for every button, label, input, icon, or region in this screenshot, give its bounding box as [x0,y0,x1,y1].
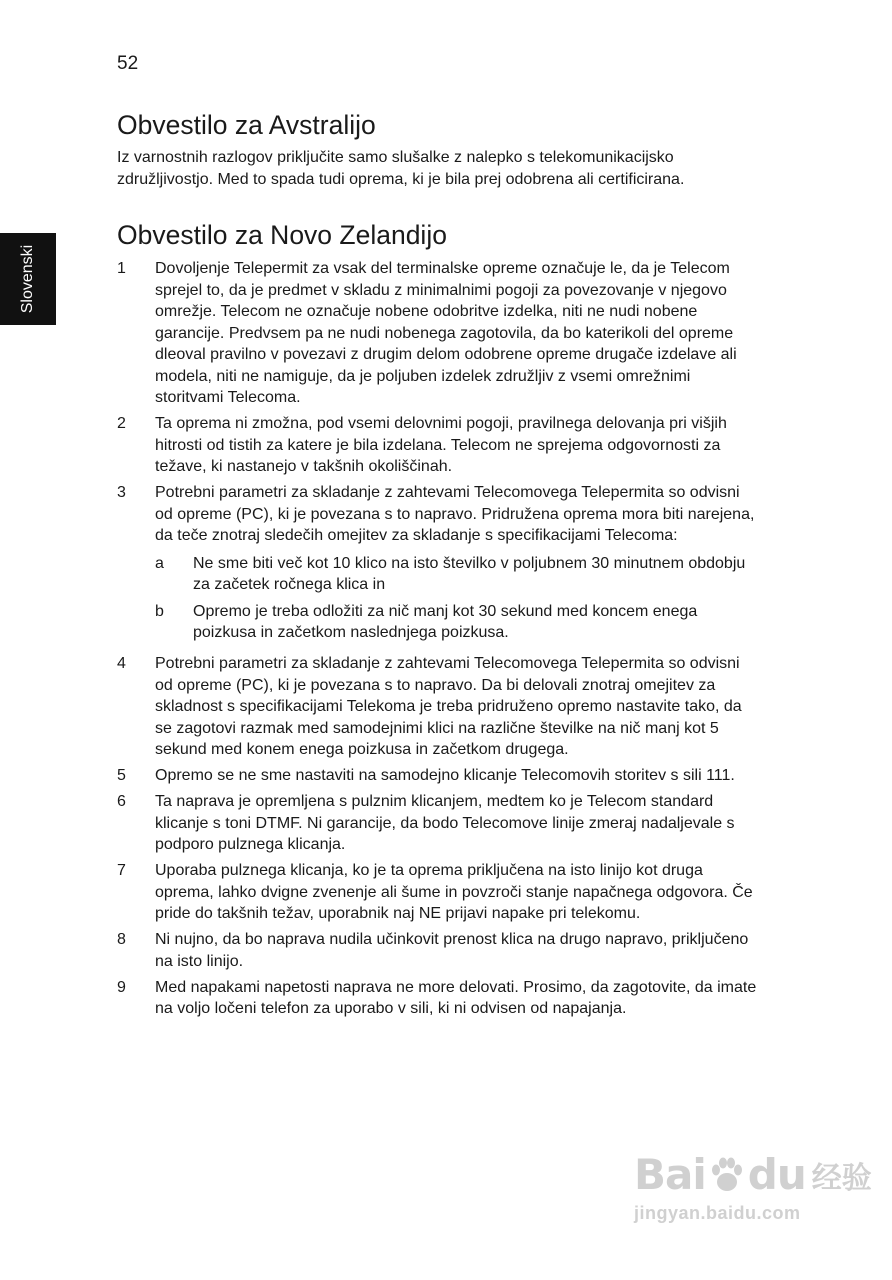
page-number: 52 [117,53,139,74]
list-item-text: Ta naprava je opremljena s pulznim klicanjem, medtem ko je Telecom standard klicanje s toni DTMF. Ni garancije, da bodo Telecomove linije zmeraj nadaljevale s podporo pulznega klicanja. [155,793,735,853]
sub-list-item [155,601,757,644]
language-side-tab [0,233,56,325]
list-item-number: 7 [117,862,126,879]
list-item [117,860,757,925]
list-item [117,765,757,787]
list-item [117,413,757,478]
list-item-number: 5 [117,767,126,784]
list-item-text: Ni nujno, da bo naprava nudila učinkovit prenost klica na drugo napravo, priključeno na isto linijo. [155,931,749,970]
section-australia [117,105,757,190]
list-item-number: 3 [117,484,126,501]
document-content [117,105,757,1024]
watermark-brand-right: du [747,1150,806,1199]
list-item [117,653,757,761]
list-item [117,258,757,409]
list-item-text: Uporaba pulznega klicanja, ko je ta oprema priključena na isto linijo kot druga oprema, lahko dvigne zvenenje ali šume in povzroči stanje napačnega odgovora. Če pride do takšnih težav, uporabnik naj NE prijavi napake pri telekomu. [155,862,753,922]
sub-list-item-text: Opremo je treba odložiti za nič manj kot 30 sekund med koncem enega poizkusa in začetkom naslednjega poizkusa. [193,602,698,641]
baidu-jingyan-watermark [634,1150,872,1224]
sub-list [155,553,757,644]
sub-list-item [155,553,757,596]
watermark-brand-cn: 经验 [811,1160,872,1196]
numbered-list [117,258,757,1020]
sub-list-item-text: Ne sme biti več kot 10 klico na isto številko v poljubnem 30 minutnem obdobju za začetek ročnega klica in [193,554,746,593]
list-item-text: Med napakami napetosti naprava ne more delovati. Prosimo, da zagotovite, da imate na voljo ločeni telefon za uporabo v sili, ki ni odvisen od napajanja. [155,978,757,1017]
list-item [117,791,757,856]
list-item-number: 1 [117,260,126,277]
list-item [117,482,757,649]
list-item-number: 9 [117,978,126,996]
section-heading-australia: Obvestilo za Avstralijo [117,110,376,140]
list-item-text: Dovoljenje Telepermit za vsak del terminalske opreme označuje le, da je Telecom sprejel to, da je predmet v skladu z minimalnimi pogoji za povezovanje v njegovo omrežje. Telecom ne označuje nobene odobritve izdelka, niti ne nudi nobene garancije. Predvsem pa ne nudi nobenega zagotovila, da bo katerikoli del opreme dleoval pravilno v povezavi z drugim delom odobrene opreme drugače izdelave ali modela, niti ne namiguje, da je poljuben izdelek združljiv z vsemi omrežnimi storitvami Telecoma. [155,260,737,406]
list-item-number: 8 [117,931,126,948]
sub-list-item-letter: b [155,602,164,620]
list-item [117,977,757,1020]
watermark-url: jingyan.baidu.com [634,1203,801,1223]
list-item-number: 6 [117,793,126,810]
section-new-zealand [117,215,757,1020]
list-item-number: 4 [117,655,126,672]
sub-list-item-letter: a [155,554,164,572]
list-item [117,929,757,972]
list-item-text: Ta oprema ni zmožna, pod vsemi delovnimi pogoji, pravilnega delovanja pri višjih hitrosti od tistih za katere je bila izdelana. Telecom ne sprejema odgovornosti za težave, ki nastanejo v takšnih okoliščinah. [155,415,727,475]
list-item-number: 2 [117,415,126,432]
list-item-text: Potrebni parametri za skladanje z zahtevami Telecomovega Telepermita so odvisni od opreme (PC), ki je povezana s to napravo. Pridružena oprema mora biti narejena, da teče znotraj sledečih omejitev za skladanje s specifikacijami Telecoma: [155,484,755,544]
language-side-tab-label: Slovenski [19,244,36,314]
watermark-brand-left: Bai [634,1150,706,1199]
section-body-australia: Iz varnostnih razlogov priključite samo slušalke z nalepko s telekomunikacijsko združljivostjo. Med to spada tudi oprema, ki je bila prej odobrena ali certificirana. [117,149,685,188]
list-item-text: Potrebni parametri za skladanje z zahtevami Telecomovega Telepermita so odvisni od opreme (PC), ki je povezana s to napravo. Da bi delovali znotraj omejitev za skladnost s specifikacijami Telekoma je treba pridruženo opremo nastavite tako, da se zagotovi razmak med samodejnimi klici na različne številke na nič manj kot 5 sekund med konem enega poizkusa in začetkom drugega. [155,655,742,758]
list-item-text: Opremo se ne sme nastaviti na samodejno klicanje Telecomovih storitev s sili 111. [155,767,735,784]
paw-icon [710,1157,744,1193]
section-heading-new-zealand: Obvestilo za Novo Zelandijo [117,220,447,250]
